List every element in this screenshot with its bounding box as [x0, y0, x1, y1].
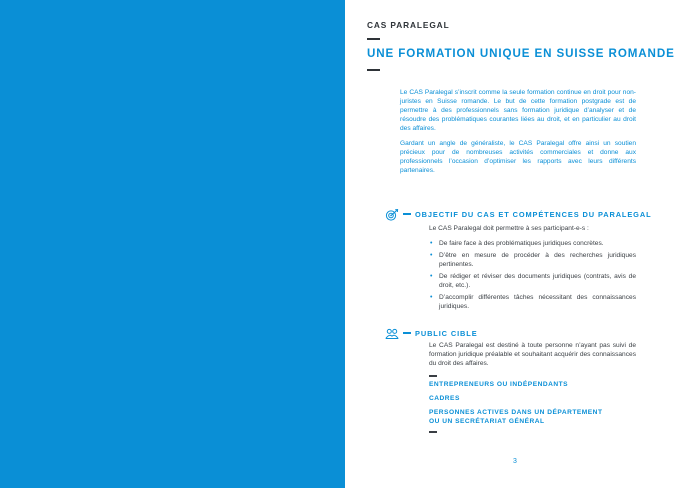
- audience-item-personnes-actives: [429, 408, 602, 426]
- intro-paragraph-2: Gardant un angle de généraliste, le CAS Paralegal offre ainsi un soutien précieux pour de nombreuses activités commerciales et donne aux professionnels l’occasion d’optimiser les rapports avec leurs différents partenaires.: [400, 140, 636, 174]
- list-item: • D’être en mesure de procéder à des recherches juridiques pertinentes.: [429, 251, 636, 269]
- objectif-lead: Le CAS Paralegal doit permettre à ses participant-e-s :: [429, 225, 589, 232]
- kicker-divider: [367, 38, 380, 40]
- objectif-bullet-list: [429, 239, 636, 311]
- heading-dash: [403, 213, 411, 215]
- objectif-body: [429, 224, 636, 314]
- audience-line-2: OU UN SECRÉTARIAT GÉNÉRAL: [429, 418, 545, 425]
- public-heading: [385, 327, 478, 339]
- list-item: • De faire face à des problématiques juridiques concrètes.: [429, 239, 636, 248]
- page-number: 3: [513, 458, 517, 465]
- audience-divider-top: [429, 375, 437, 377]
- public-heading-label: PUBLIC CIBLE: [415, 328, 478, 338]
- title-divider: [367, 69, 380, 71]
- people-icon: [385, 327, 399, 339]
- page-title: UNE FORMATION UNIQUE EN SUISSE ROMANDE: [367, 47, 675, 60]
- audience-item-entrepreneurs: ENTREPRENEURS OU INDÉPENDANTS: [429, 381, 569, 388]
- objectif-heading: [385, 208, 651, 220]
- audience-item-cadres: CADRES: [429, 395, 460, 402]
- heading-dash: [403, 332, 411, 334]
- intro-paragraph-1: Le CAS Paralegal s’inscrit comme la seule formation continue en droit pour non-juristes en Suisse romande. Le but de cette formation postgrade est de permettre à des professionnels sans formation juridique d’analyser et de résoudre des problématiques courantes liées au droit, et en particulier au droit des affaires.: [400, 89, 636, 132]
- intro-text: [400, 88, 636, 175]
- audience-divider-bottom: [429, 431, 437, 433]
- public-text: Le CAS Paralegal est destiné à toute personne n’ayant pas suivi de formation juridique préalable et souhaitant acquérir des connaissances du droit des affaires.: [429, 342, 636, 367]
- list-item: • De rédiger et réviser des documents juridiques (contrats, avis de droit, etc.).: [429, 272, 636, 290]
- objectif-heading-label: OBJECTIF DU CAS ET COMPÉTENCES DU PARALEGAL: [415, 209, 652, 219]
- audience-line-1: PERSONNES ACTIVES DANS UN DÉPARTEMENT: [429, 409, 603, 416]
- document-page: [345, 0, 690, 488]
- section-kicker: CAS PARALEGAL: [367, 20, 450, 30]
- target-icon: [385, 208, 399, 220]
- list-item: • D’accomplir différentes tâches nécessitant des connaissances juridiques.: [429, 293, 636, 311]
